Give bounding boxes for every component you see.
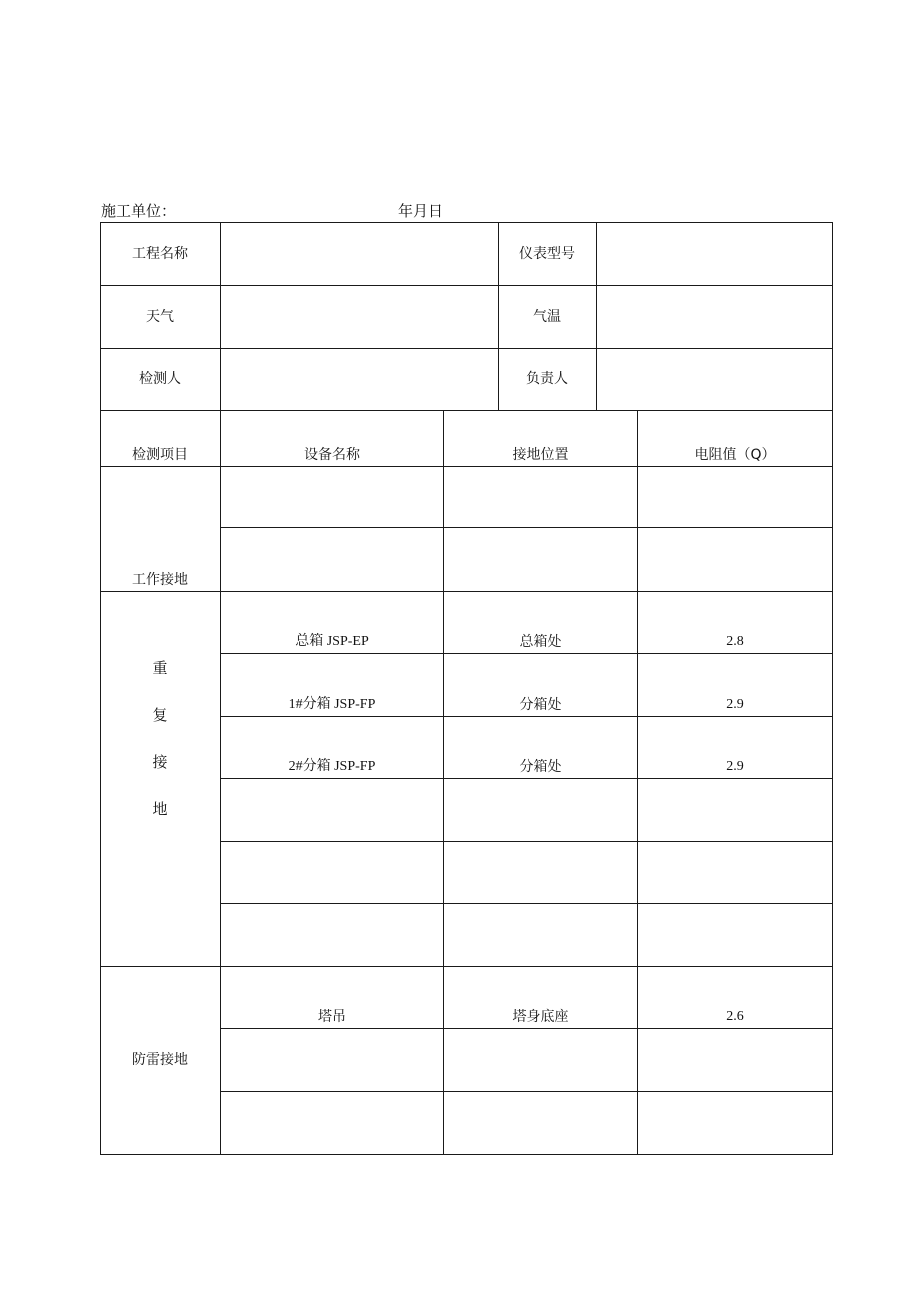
device-name-cell: 1#分箱 JSP-FP xyxy=(288,697,376,712)
table-line xyxy=(220,778,833,779)
table-line xyxy=(220,903,833,904)
ground-location-cell: 总箱处 xyxy=(519,634,562,650)
person-in-charge-field[interactable] xyxy=(597,348,832,410)
temperature-label: 气温 xyxy=(533,308,561,325)
table-line xyxy=(100,1154,833,1155)
date-label: 年月日 xyxy=(398,202,444,220)
table-line xyxy=(220,1091,833,1092)
project-name-label: 工程名称 xyxy=(132,245,188,262)
section-char: 重 xyxy=(152,659,168,677)
project-name-field[interactable] xyxy=(221,222,498,285)
column-header: 设备名称 xyxy=(304,447,360,463)
resistance-cell: 2.9 xyxy=(726,759,744,774)
temperature-field[interactable] xyxy=(597,285,832,348)
ground-location-cell: 分箱处 xyxy=(519,697,562,713)
resistance-cell: 2.9 xyxy=(726,697,744,712)
grounding-resistance-table xyxy=(100,222,833,1155)
device-name-cell: 总箱 JSP-EP xyxy=(295,634,369,649)
section-repeat-grounding xyxy=(100,614,220,864)
section-char: 复 xyxy=(152,706,168,724)
section-lightning-grounding: 防雷接地 xyxy=(132,1052,188,1068)
instrument-model-label: 仪表型号 xyxy=(519,245,575,262)
inspector-label: 检测人 xyxy=(139,371,181,387)
device-name-cell: 2#分箱 JSP-FP xyxy=(288,759,376,774)
table-line xyxy=(637,410,638,1155)
ground-location-cell: 塔身底座 xyxy=(512,1009,569,1025)
section-char: 地 xyxy=(152,800,168,818)
section-char: 接 xyxy=(152,753,168,771)
weather-field[interactable] xyxy=(221,285,498,348)
table-line xyxy=(443,410,444,1155)
table-line xyxy=(220,1028,833,1029)
table-line xyxy=(220,841,833,842)
section-work-grounding: 工作接地 xyxy=(132,572,188,588)
column-header: 电阻值（Q） xyxy=(694,447,776,463)
person-in-charge-label: 负责人 xyxy=(526,371,568,387)
resistance-cell: 2.8 xyxy=(726,634,744,649)
resistance-cell: 2.6 xyxy=(726,1009,744,1024)
table-line xyxy=(220,527,833,528)
ground-location-cell: 分箱处 xyxy=(519,759,562,775)
table-line xyxy=(832,222,833,1155)
inspector-field[interactable] xyxy=(221,348,498,410)
construction-unit-label: 施工单位： xyxy=(101,202,177,220)
instrument-model-field[interactable] xyxy=(597,222,832,285)
weather-label: 天气 xyxy=(146,308,174,325)
device-name-cell: 塔吊 xyxy=(318,1009,346,1025)
column-header: 接地位置 xyxy=(512,447,569,463)
column-header: 检测项目 xyxy=(132,447,188,463)
